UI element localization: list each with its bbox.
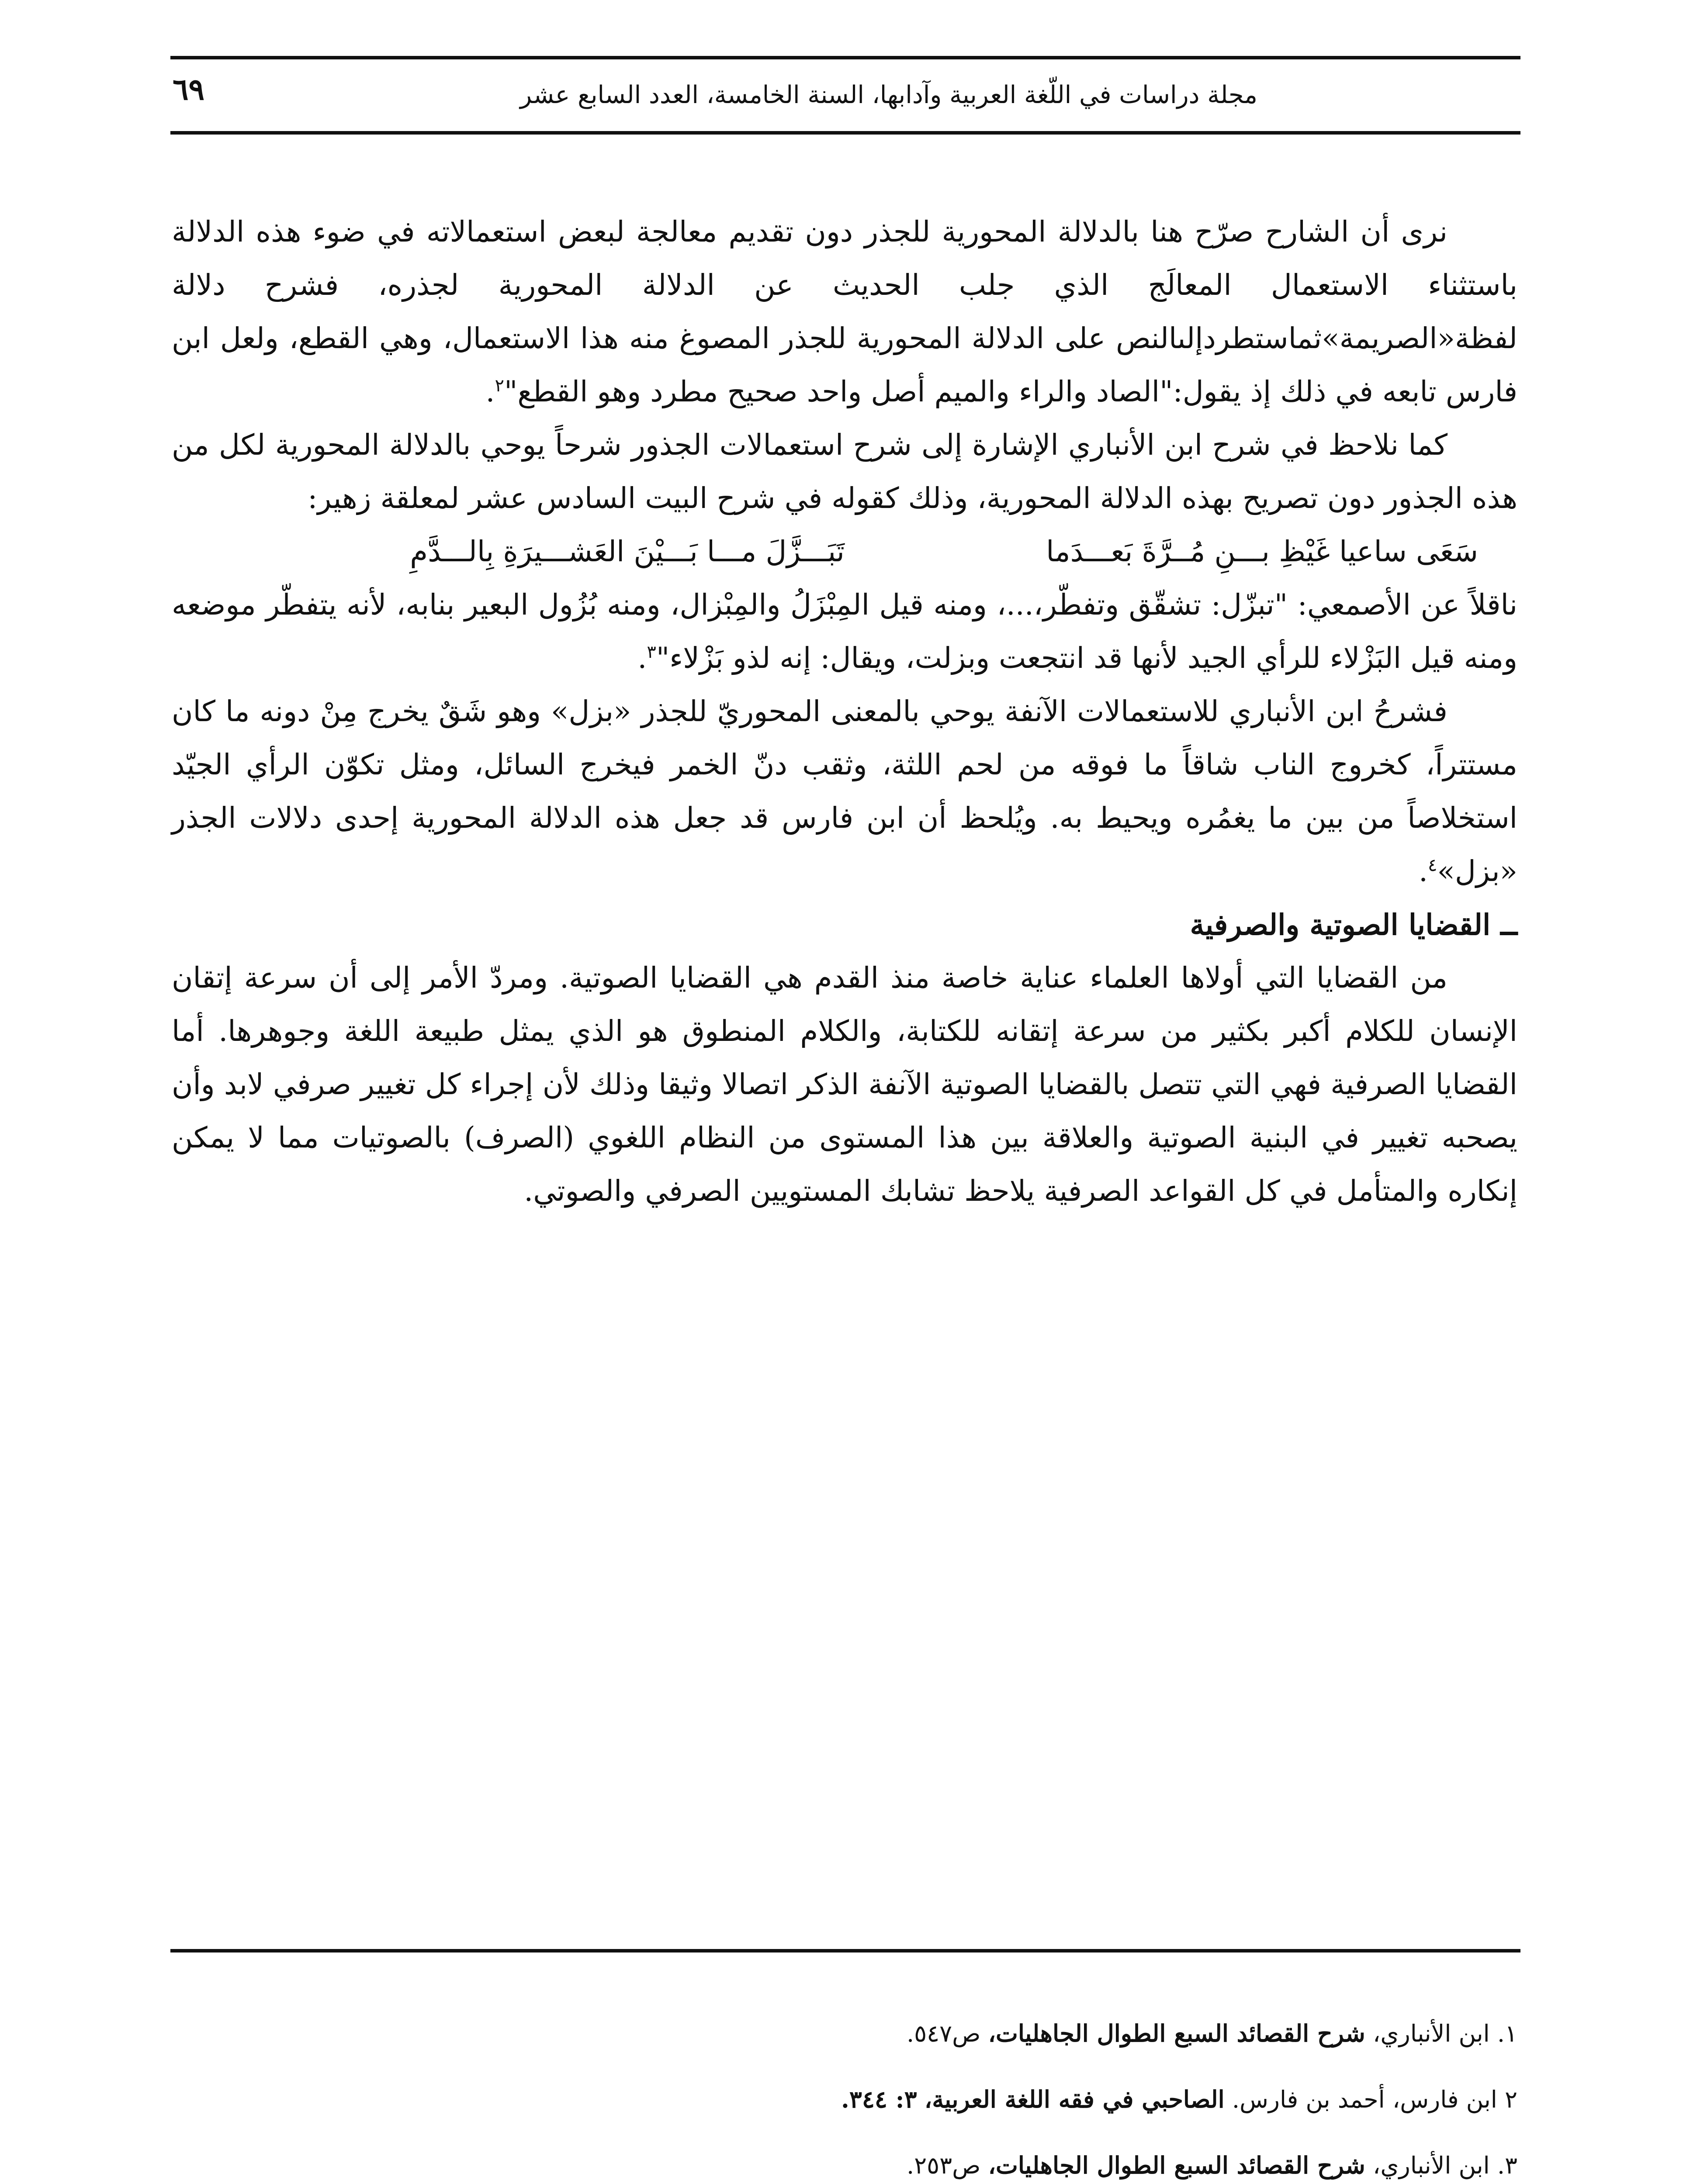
poetry-verse <box>172 525 1517 578</box>
paragraph-1: نرى أن الشارح صرّح هنا بالدلالة المحورية للجذر دون تقديم معالجة لبعض استعمالاته في ضوء هذه الدلالة باستثناء الاستعمال المعالَج الذي جلب الحديث عن الدلالة المحورية لجذره، فشرح دلالة لفظة«الصريمة»ثماستطردإلىالنص على الدلالة المحورية للجذر المصوغ منه هذا الاستعمال، وهي القطع، ولعل ابن فارس تابعه في ذلك إذ يقول:"الصاد والراء والميم أصل واحد صحيح مطرد وهو القطع"$^٢$. <box>172 215 1517 408</box>
footnote-ref-4: ٤ <box>1428 855 1437 875</box>
footnote-3 <box>172 2132 1517 2184</box>
page-number: ٦٩ <box>173 72 205 107</box>
footnote-1 <box>172 2001 1517 2067</box>
header-top-rule <box>170 56 1520 59</box>
footnote-detail: ص٥٤٧. <box>906 2020 981 2047</box>
paragraph-4-text: فشرحُ ابن الأنباري للاستعمالات الآنفة يوحي بالمعنى المحوريّ للجذر «بزل» وهو شَقٌ يخرج مِنْ دونه ما كان مستتراً، كخروج الناب شاقاً ما فوقه من لحم اللثة، وثقب دنّ الخمر فيخرج السائل، ومثل تكوّن الرأي الجيّد استخلاصاً من بين ما يغمُره ويحيط به. ويُلحظ أن ابن فارس قد جعل هذه الدلالة المحورية إحدى دلالات الجذر «بزل» <box>172 695 1517 888</box>
footnote-ref-3: ٣ <box>647 642 656 662</box>
footnote-rule <box>170 1949 1520 1952</box>
paragraph-1-text: نرى أن الشارح صرّح هنا بالدلالة المحورية للجذر دون تقديم معالجة لبعض استعمالاته في ضوء هذه الدلالة باستثناء الاستعمال المعالَج الذي جلب الحديث عن الدلالة المحورية لجذره، فشرح دلالة لفظة«الصريمة»ثماستطردإلىالنص على الدلالة المحورية للجذر المصوغ منه هذا الاستعمال، وهي القطع، ولعل ابن فارس تابعه في ذلك إذ يقول:"الصاد والراء والميم أصل واحد صحيح مطرد وهو القطع" <box>172 215 1517 408</box>
header-bottom-rule <box>170 131 1520 135</box>
section-heading: ــ القضايا الصوتية والصرفية <box>1190 908 1517 942</box>
paragraph-4: فشرحُ ابن الأنباري للاستعمالات الآنفة يوحي بالمعنى المحوريّ للجذر «بزل» وهو شَقٌ يخرج مِنْ دونه ما كان مستتراً، كخروج الناب شاقاً ما فوقه من لحم اللثة، وثقب دنّ الخمر فيخرج السائل، ومثل تكوّن الرأي الجيّد استخلاصاً من بين ما يغمُره ويحيط به. ويُلحظ أن ابن فارس قد جعل هذه الدلالة المحورية إحدى دلالات الجذر «بزل»$^٤$. <box>172 695 1517 888</box>
footnotes <box>172 2001 1517 2184</box>
footnote-author: ابن الأنباري، <box>1372 2152 1490 2179</box>
footnote-title: شرح القصائد السبع الطوال الجاهليات، <box>988 2151 1365 2179</box>
paragraph-5: من القضايا التي أولاها العلماء عناية خاصة منذ القدم هي القضايا الصوتية. ومردّ الأمر إلى أن سرعة إتقان الإنسان للكلام أكبر بكثير من سرعة إتقانه للكتابة، والكلام المنطوق هو الذي يمثل طبيعة اللغة وجوهرها. أما القضايا الصرفية فهي التي تتصل بالقضايا الصوتية الآنفة الذكر اتصالا وثيقا وذلك لأن إجراء كل تغيير صرفي لابد وأن يصحبه تغيير في البنية الصوتية والعلاقة بين هذا المستوى من النظام اللغوي (الصرف) بالصوتيات مما لا يمكن إنكاره والمتأمل في كل القواعد الصرفية يلاحظ تشابك المستويين الصرفي والصوتي. <box>172 961 1517 1208</box>
footnote-title: شرح القصائد السبع الطوال الجاهليات، <box>988 2019 1365 2047</box>
verse-first-hemistich: سَعَى ساعيا غَيْظِ بـــنِ مُــرَّةَ بَعـــدَما <box>1046 535 1478 568</box>
footnote-number: ١. <box>1497 2020 1517 2047</box>
body-text <box>172 205 1517 1218</box>
paragraph-2: كما نلاحظ في شرح ابن الأنباري الإشارة إلى شرح استعمالات الجذور شرحاً يوحي بالدلالة المحورية لكل من هذه الجذور دون تصريح بهذه الدلالة المحورية، وذلك كقوله في شرح البيت السادس عشر لمعلقة زهير: <box>172 428 1517 515</box>
footnote-detail: ص٢٥٣. <box>906 2152 981 2179</box>
paragraph-3: ناقلاً عن الأصمعي: "تبزّل: تشقّق وتفطّر،...، ومنه قيل المِبْزَلُ والمِبْزال، ومنه بُزُول البعير بنابه، لأنه يتفطّر موضعه ومنه قيل البَزْلاء للرأي الجيد لأنها قد انتجعت وبزلت، ويقال: إنه لذو بَزْلاء"$^٣$. <box>172 588 1517 675</box>
footnote-2 <box>172 2067 1517 2132</box>
journal-title: مجلة دراسات في اللّغة العربية وآدابها، السنة الخامسة، العدد السابع عشر <box>520 81 1257 109</box>
footnote-number: ٣. <box>1497 2152 1517 2179</box>
footnote-title: الصاحبي في فقه اللغة العربية، <box>924 2085 1225 2113</box>
footnote-author: ابن الأنباري، <box>1372 2020 1490 2047</box>
footnote-ref-2: ٢ <box>495 376 504 396</box>
footnote-detail: ٣: ٣٤٤. <box>841 2085 917 2113</box>
paragraph-3-text: ناقلاً عن الأصمعي: "تبزّل: تشقّق وتفطّر،...، ومنه قيل المِبْزَلُ والمِبْزال، ومنه بُزُول البعير بنابه، لأنه يتفطّر موضعه ومنه قيل البَزْلاء للرأي الجيد لأنها قد انتجعت وبزلت، ويقال: إنه لذو بَزْلاء" <box>172 588 1517 675</box>
verse-second-hemistich: تَبَـــزَّلَ مـــا بَـــيْنَ العَشـــيرَةِ بِالـــدَّمِ <box>410 535 845 568</box>
footnote-number: ٢ <box>1504 2086 1517 2113</box>
footnote-author: ابن فارس، أحمد بن فارس. <box>1232 2086 1497 2113</box>
